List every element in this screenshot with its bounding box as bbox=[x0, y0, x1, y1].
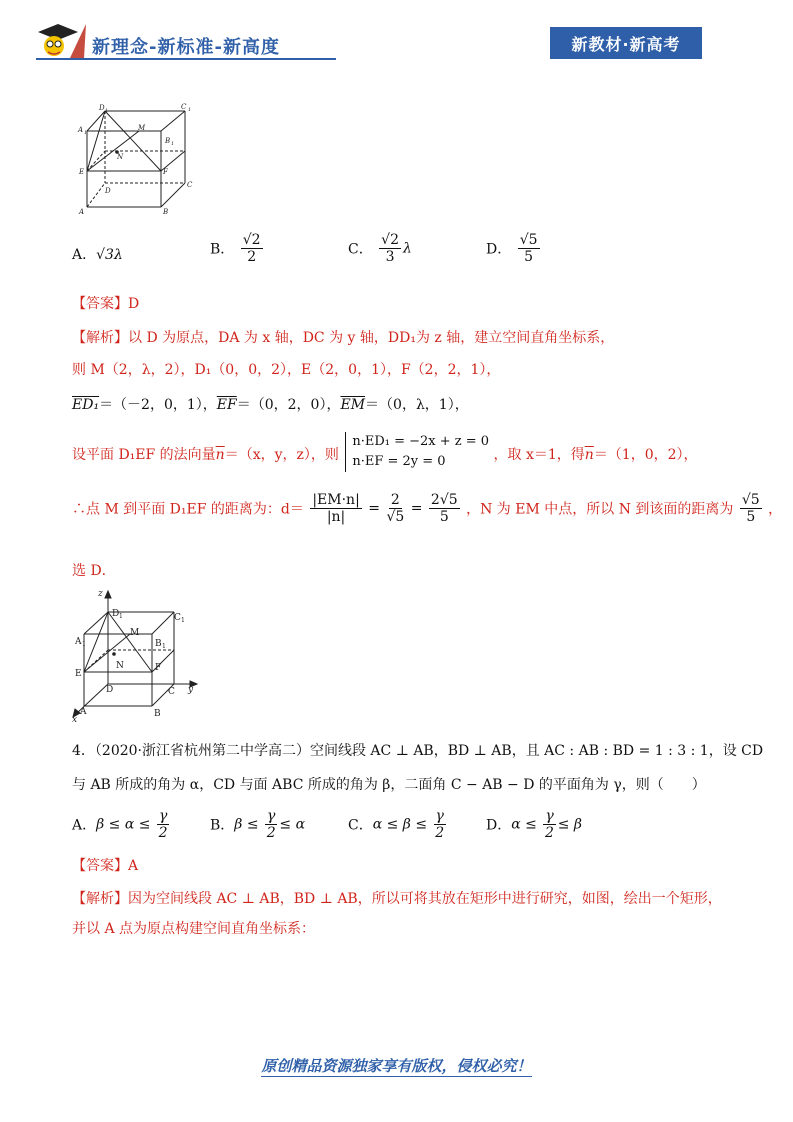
q3-analysis-line-1: 【解析】以 D 为原点，DA 为 x 轴，DC 为 y 轴，DD₁为 z 轴，建立空间直角坐标系， bbox=[72, 330, 615, 346]
svg-text:1: 1 bbox=[105, 108, 109, 114]
svg-text:A: A bbox=[75, 637, 82, 647]
svg-text:C: C bbox=[168, 687, 175, 697]
q4-analysis-line-1: 【解析】因为空间线段 AC ⊥ AB，BD ⊥ AB，所以可将其放在矩形中进行研究，如图，绘出一个矩形， bbox=[72, 891, 722, 907]
svg-text:1: 1 bbox=[171, 141, 175, 147]
svg-text:D: D bbox=[99, 104, 105, 112]
footer-copyright: 原创精品资源独家享有版权，侵权必究！ bbox=[261, 1057, 532, 1075]
svg-text:E: E bbox=[79, 168, 85, 176]
mascot-icon bbox=[36, 22, 86, 60]
figure-cube-1 bbox=[75, 103, 195, 215]
q3-analysis-line-5: ∴点 M 到平面 D₁EF 的距离为：d＝ $\frac{|EM\cdot n|}{|n|}$ = $\frac{2}{√5}$ = $\frac{2√5}{5}$ ，N 为 EM 中点，所以 N 到该面的距离为 $\frac{√5}{5}$ ， bbox=[72, 492, 783, 525]
q3-analysis-line-4: 设平面 D₁EF 的法向量$\overline{n}=(x$，y，z），则 n·ED₁ = −2x + z = 0 n·EF = 2y = 0 ，取 x＝1，得$\overline{n}=(1$，0，2）， bbox=[72, 432, 698, 476]
svg-text:C: C bbox=[181, 103, 187, 111]
q4-answer: 【答案】A bbox=[72, 858, 139, 874]
header-logo bbox=[36, 22, 86, 60]
svg-text:C: C bbox=[187, 181, 193, 189]
svg-text:E: E bbox=[75, 669, 82, 679]
q4-option-d[interactable]: D．α ≤ $\frac{\gamma}{2}$ ≤ β bbox=[486, 808, 582, 841]
svg-text:F: F bbox=[163, 168, 168, 176]
svg-text:N: N bbox=[116, 661, 124, 671]
q4-option-c[interactable]: C．α ≤ β ≤ $\frac{\gamma}{2}$ bbox=[348, 808, 445, 841]
q4-stem-line-2: 与 AB 所成的角为 α，CD 与面 ABC 所成的角为 β，二面角 C − AB − D 的平面角为 γ，则（ ） bbox=[72, 777, 706, 793]
svg-text:1: 1 bbox=[82, 641, 86, 648]
svg-text:D: D bbox=[112, 609, 120, 619]
svg-text:N: N bbox=[117, 153, 124, 161]
q3-option-c[interactable]: C． $\frac{√2}{3}$ λ bbox=[348, 232, 412, 265]
q4-options bbox=[72, 808, 672, 848]
svg-text:C: C bbox=[174, 613, 181, 623]
svg-text:z: z bbox=[98, 589, 103, 599]
svg-text:B: B bbox=[163, 208, 169, 215]
q3-analysis-line-6: 选 D． bbox=[72, 563, 116, 579]
svg-text:D: D bbox=[105, 187, 111, 195]
svg-text:D: D bbox=[106, 685, 114, 695]
svg-text:B: B bbox=[154, 709, 161, 719]
svg-text:y: y bbox=[188, 685, 194, 695]
svg-text:M: M bbox=[138, 124, 146, 132]
q3-answer: 【答案】D bbox=[72, 296, 140, 312]
q4-analysis-line-2: 并以 A 点为原点构建空间直角坐标系： bbox=[72, 921, 316, 937]
svg-text:1: 1 bbox=[84, 130, 88, 136]
q4-option-b[interactable]: B．β ≤ $\frac{\gamma}{2}$ ≤ α bbox=[210, 808, 306, 841]
svg-text:B: B bbox=[155, 639, 162, 649]
svg-text:1: 1 bbox=[188, 107, 192, 113]
svg-text:F: F bbox=[155, 663, 162, 673]
q3-analysis-line-2: 则 M（2，λ，2），D₁（0，0，2），E（2，0，1），F（2，2，1）， bbox=[72, 362, 501, 378]
q3-option-b[interactable]: B． $\frac{√2}{2}$ bbox=[210, 232, 261, 265]
q3-option-a[interactable]: A．√3λ bbox=[72, 247, 123, 263]
svg-text:A: A bbox=[78, 126, 84, 134]
svg-text:1: 1 bbox=[162, 643, 166, 650]
svg-text:A: A bbox=[80, 707, 87, 717]
q3-option-d[interactable]: D． $\frac{√5}{5}$ bbox=[486, 232, 538, 265]
q3-analysis-line-3: ED₁＝（－2，0，1），$\overline{EF}=(0$，2，0），$\overline{EM}=(0$，λ，1）， bbox=[72, 397, 469, 413]
figure-cube-2 bbox=[70, 588, 210, 723]
svg-text:x: x bbox=[72, 715, 78, 723]
svg-text:1: 1 bbox=[181, 617, 185, 624]
q4-stem-line-1: 4．（2020·浙江省杭州第二中学高二）空间线段 AC ⊥ AB，BD ⊥ AB，且 AC : AB : BD = 1 : 3 : 1，设 CD bbox=[72, 743, 764, 759]
header-badge: 新教材·新高考 bbox=[550, 27, 702, 59]
svg-text:A: A bbox=[79, 208, 85, 215]
header-rule bbox=[36, 58, 336, 60]
header-slogan: 新理念-新标准-新高度 bbox=[92, 37, 280, 58]
svg-text:M: M bbox=[130, 628, 140, 638]
svg-text:B: B bbox=[165, 137, 171, 145]
svg-text:1: 1 bbox=[119, 613, 123, 620]
q4-option-a[interactable]: A．β ≤ α ≤ $\frac{\gamma}{2}$ bbox=[72, 808, 168, 841]
q3-options bbox=[72, 232, 672, 276]
